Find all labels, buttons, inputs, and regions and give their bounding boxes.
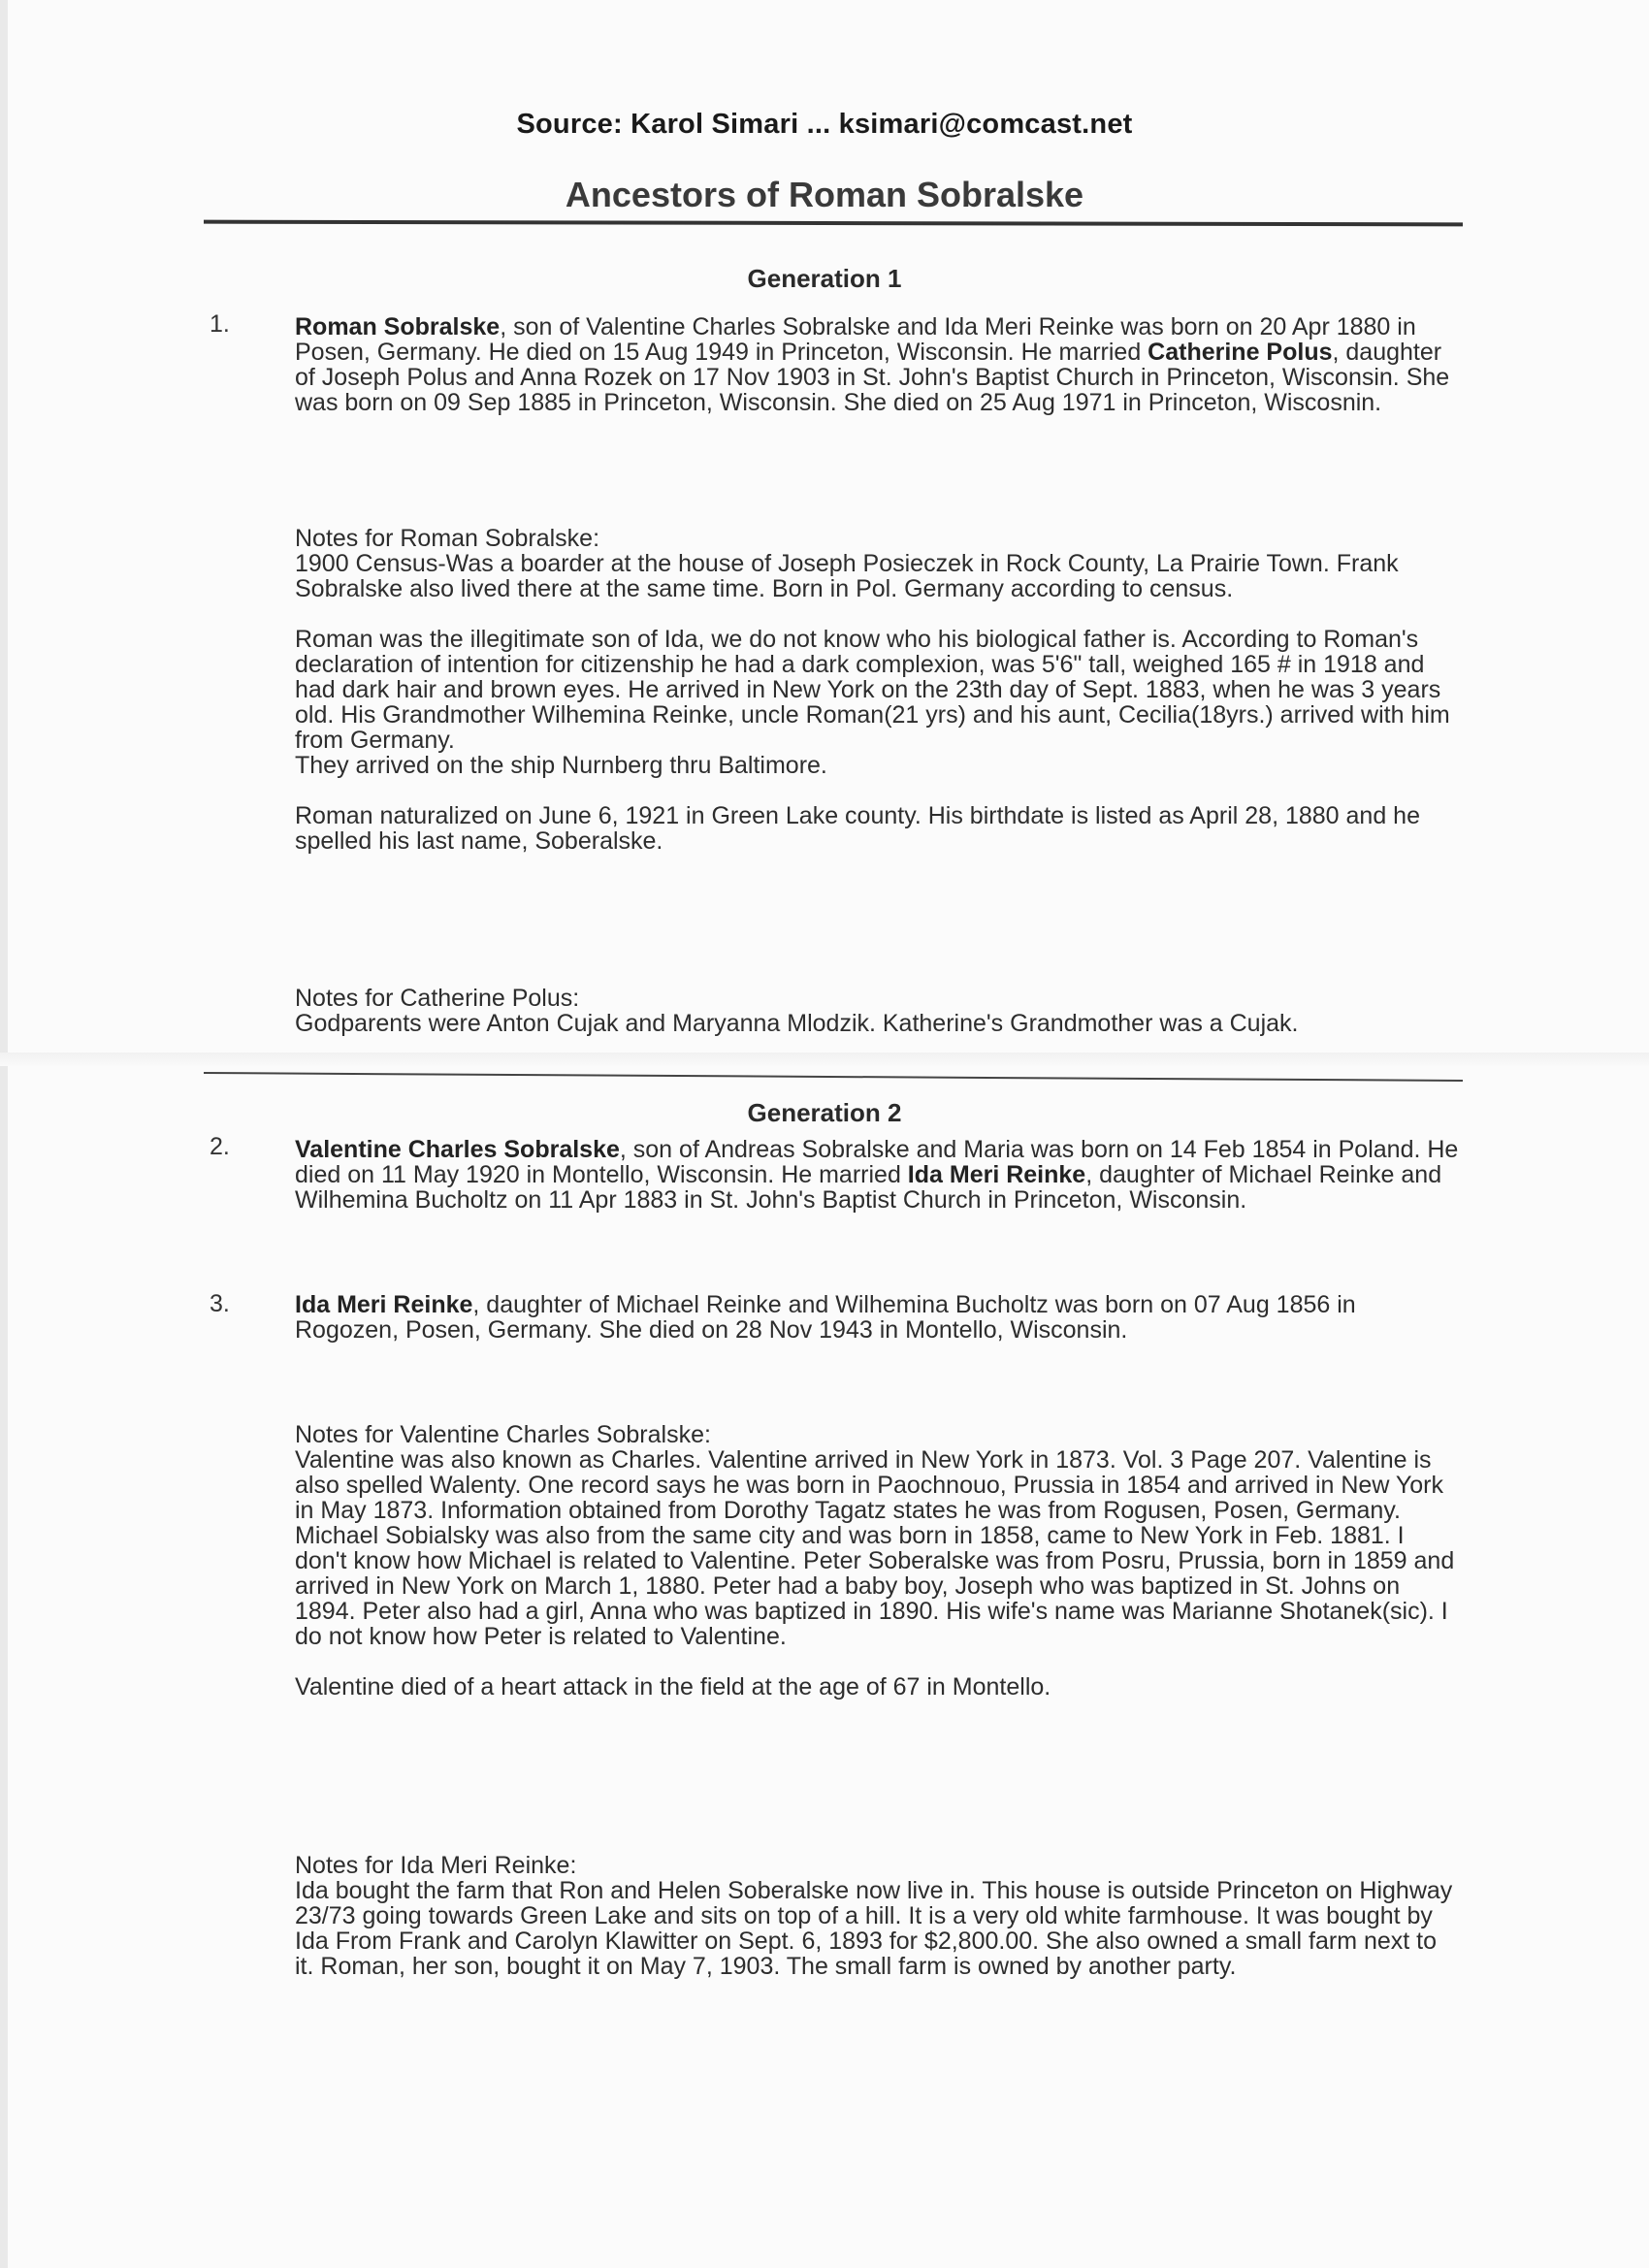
- notes-valentine-heading: Notes for Valentine Charles Sobralske:: [295, 1421, 711, 1448]
- notes-roman-heading: Notes for Roman Sobralske:: [295, 525, 600, 552]
- notes-catherine-heading: Notes for Catherine Polus:: [295, 985, 580, 1012]
- entry-3-text-a: , daughter of Michael Reinke and Wilhemina Bucholtz was born on 07 Aug 1856 in Rogozen, Posen, Germany. She died on 28 Nov 1943 in Montello, Wisconsin.: [295, 1291, 1356, 1344]
- notes-valentine-block: [295, 1422, 1459, 1700]
- page-title: Ancestors of Roman Sobralske: [565, 175, 1084, 214]
- notes-roman-p2b: They arrived on the ship Nurnberg thru Baltimore.: [295, 752, 827, 779]
- entry-1-spouse: Catherine Polus: [1148, 339, 1333, 366]
- generation-2-heading: Generation 2: [747, 1098, 902, 1127]
- entry-1-text-a: , son of Valentine Charles Sobralske and Ida Meri Reinke was born on 20 Apr 1880 in Posen, Germany. He died on 15 Aug 1949 in Princeton, Wisconsin. He married: [295, 313, 1416, 366]
- notes-roman-p1: 1900 Census-Was a boarder at the house of Joseph Posieczek in Rock County, La Prairie Town. Frank Sobralske also lived there at the same time. Born in Pol. Germany according to census.: [295, 550, 1399, 602]
- entry-number-1: 1.: [210, 310, 230, 338]
- entry-1-text: [295, 314, 1459, 415]
- entry-3-name: Ida Meri Reinke: [295, 1291, 473, 1318]
- notes-roman-block: [295, 526, 1459, 854]
- entry-3-text: [295, 1292, 1459, 1343]
- source-line: Source: Karol Simari ... ksimari@comcast.net: [516, 109, 1133, 140]
- notes-roman-p2: Roman was the illegitimate son of Ida, we do not know who his biological father is. According to Roman's declaration of intention for citizenship he had a dark complexion, was 5'6" tall, weighed 165 # in 1918 and had dark hair and brown eyes. He arrived in New York on the 23th day of Sept. 1883, when he was 3 years old. His Grandmother Wilhemina Reinke, uncle Roman(21 yrs) and his aunt, Cecilia(18yrs.) arrived with him from Germany.: [295, 626, 1450, 754]
- notes-catherine-p1: Godparents were Anton Cujak and Maryanna Mlodzik. Katherine's Grandmother was a Cujak.: [295, 1010, 1299, 1037]
- entry-1-text-b: , daughter of Joseph Polus and Anna Rozek on 17 Nov 1903 in St. John's Baptist Church in Princeton, Wisconsin. She was born on 09 Sep 1885 in Princeton, Wisconsin. She died on 25 Aug 1971 in Princeton, Wiscosnin.: [295, 339, 1450, 416]
- entry-2-spouse: Ida Meri Reinke: [907, 1161, 1086, 1188]
- notes-valentine-p2: Valentine died of a heart attack in the field at the age of 67 in Montello.: [295, 1673, 1051, 1701]
- generation-1-heading: Generation 1: [747, 264, 902, 293]
- generation-divider: [204, 1072, 1463, 1082]
- entry-2-text-a: , son of Andreas Sobralske and Maria was born on 14 Feb 1854 in Poland. He died on 11 May 1920 in Montello, Wisconsin. He married: [295, 1136, 1459, 1188]
- entry-2-text: [295, 1137, 1459, 1213]
- notes-ida-heading: Notes for Ida Meri Reinke:: [295, 1852, 577, 1879]
- title-divider: [204, 220, 1463, 227]
- entry-number-2: 2.: [210, 1133, 230, 1160]
- entry-2-text-b: , daughter of Michael Reinke and Wilhemina Bucholtz on 11 Apr 1883 in St. John's Baptist Church in Princeton, Wisconsin.: [295, 1161, 1442, 1214]
- scan-fold-band: [0, 1053, 1649, 1066]
- entry-2-name: Valentine Charles Sobralske: [295, 1136, 620, 1163]
- notes-roman-p3: Roman naturalized on June 6, 1921 in Green Lake county. His birthdate is listed as April 28, 1880 and he spelled his last name, Soberalske.: [295, 802, 1420, 855]
- notes-ida-block: [295, 1853, 1459, 1979]
- entry-number-3: 3.: [210, 1290, 230, 1317]
- notes-ida-p1: Ida bought the farm that Ron and Helen Soberalske now live in. This house is outside Princeton on Highway 23/73 going towards Green Lake and sits on top of a hill. It is a very old white farmhouse. It was bought by Ida From Frank and Carolyn Klawitter on Sept. 6, 1893 for $2,800.00. She also owned a small farm next to it. Roman, her son, bought it on May 7, 1903. The small farm is owned by another party.: [295, 1877, 1453, 1980]
- entry-1-name: Roman Sobralske: [295, 313, 501, 340]
- notes-valentine-p1: Valentine was also known as Charles. Valentine arrived in New York in 1873. Vol. 3 Page 207. Valentine is also spelled Walenty. One record says he was born in Paochnouo, Prussia in 1854 and arrived in New York in May 1873. Information obtained from Dorothy Tagatz states he was from Rogusen, Posen, Germany. Michael Sobialsky was also from the same city and was born in 1858, came to New York in Feb. 1881. I don't know how Michael is related to Valentine. Peter Soberalske was from Posru, Prussia, born in 1859 and arrived in New York on March 1, 1880. Peter had a baby boy, Joseph who was baptized in St. Johns on 1894. Peter also had a girl, Anna who was baptized in 1890. His wife's name was Marianne Shotanek(sic). I do not know how Peter is related to Valentine.: [295, 1446, 1455, 1650]
- scan-edge: [0, 0, 8, 2268]
- notes-catherine-block: [295, 986, 1459, 1036]
